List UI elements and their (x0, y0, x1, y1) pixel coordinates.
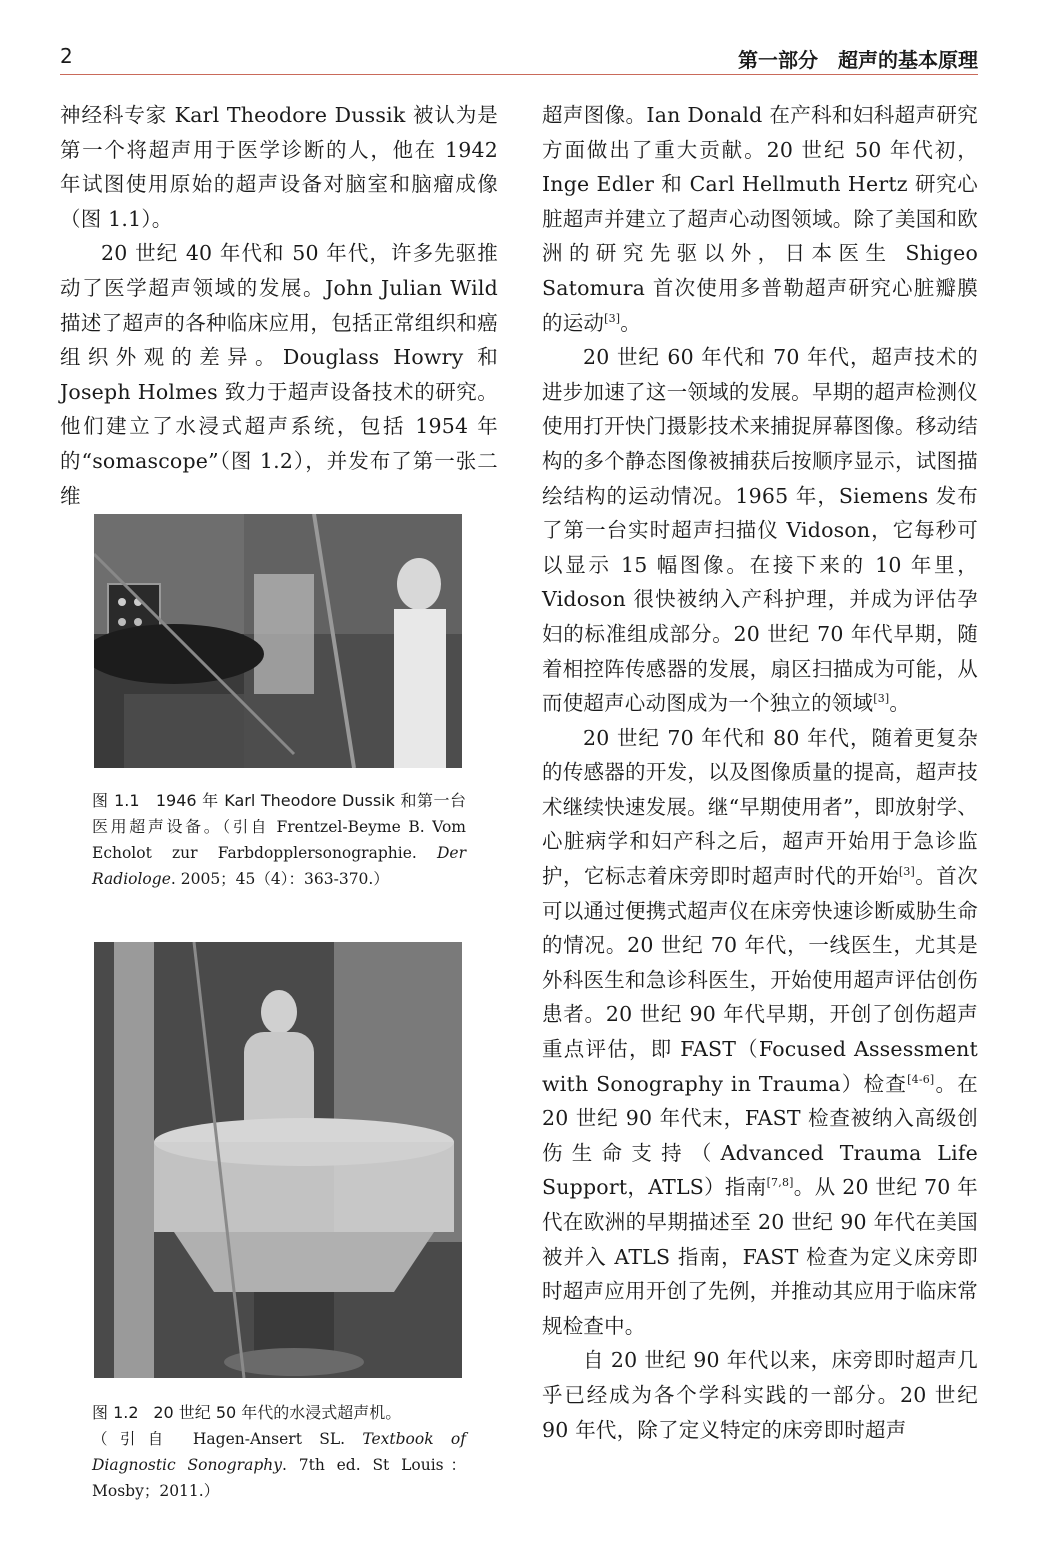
figure-2-photo (94, 942, 462, 1378)
reference-marker: [3] (604, 311, 621, 325)
paragraph-text: “somascope”（图 1.2），并发布了第一张二维 (60, 448, 498, 508)
caption-text: 20 世纪 50 年代的水浸式超声机。 (153, 1403, 402, 1422)
left-column (60, 98, 498, 513)
paragraph (542, 721, 978, 1344)
paragraph (60, 236, 498, 513)
journal-title: Der Radiologe (92, 844, 466, 888)
reference-marker: [3] (898, 865, 916, 879)
caption-text: 1946 年 Karl Theodore Dussik 和第一台医用超声设备。 (92, 791, 466, 836)
right-column (542, 98, 978, 1447)
paragraph-text: 。 (620, 310, 641, 335)
page-number: 2 (60, 44, 73, 68)
figure-2-caption (92, 1400, 466, 1504)
caption-citation: . 2005；45（4）：363-370.） (170, 870, 389, 888)
paragraph-text: 20 世纪 60 年代和 70 年代，超声技术的进步加速了这一领域的发展。早期的超声检测仪使用打开快门摄影技术来捕捉屏幕图像。移动结构的多个静态图像被捕获后按顺序显示，试图描绘结构的运动情况。1965 年，Siemens 发布了第一台实时超声扫描仪 Vidoson，它每秒可以显示 15 幅图像。在接下来的 10 年里，Vidoson 很快被纳入产科护理，并成为评估孕妇的标准组成部分。20 世纪 70 年代早期，随着相控阵传感器的发展，扇区扫描成为可能，从而使超声心动图成为一个独立的领域 (542, 345, 978, 716)
figure-label: 图 1.1 (92, 791, 140, 810)
running-title: 第一部分 超声的基本原理 (738, 48, 978, 72)
paragraph-text: 20 世纪 70 年代和 80 年代，随着更复杂的传感器的开发，以及图像质量的提高，超声技术继续快速发展。继“早期使用者”，即放射学、心脏病学和妇产科之后，超声开始用于急诊监护，它标志着床旁即时超声时代的开始 (542, 725, 978, 889)
reference-marker: [7,8] (766, 1176, 794, 1190)
paragraph (542, 340, 978, 721)
paragraph-text: 。首次可以通过便携式超声仪在床旁快速诊断威胁生命的情况。20 世纪 70 年代，一线医生，尤其是外科医生和急诊科医生，开始使用超声评估创伤患者。20 世纪 90 年代早期，开创了创伤超声重点评估，即 FAST（Focused Assessment with Sonography in Trauma）检查 (542, 864, 978, 1096)
figure-1-caption (92, 788, 466, 892)
paragraph-text: 。从 20 世纪 70 年代在欧洲的早期描述至 20 世纪 90 年代在美国被并入 ATLS 指南，FAST 检查为定义床旁即时超声应用开创了先例，并推动其应用于临床常规检查中。 (542, 1175, 978, 1338)
caption-citation: . 7th ed. St Louis：Mosby；2011.） (92, 1456, 466, 1500)
paragraph-text: 超声图像。Ian Donald 在产科和妇科超声研究方面做出了重大贡献。20 世纪 50 年代初，Inge Edler 和 Carl Hellmuth Hertz 研究心脏超声并建立了超声心动图领域。除了美国和欧洲的研究先驱以外，日本医生 Shigeo Satomura 首次使用多普勒超声研究心脏瓣膜的运动 (542, 103, 978, 335)
running-header (60, 40, 978, 75)
somascope-photo-illustration (94, 942, 462, 1378)
paragraph: 自 20 世纪 90 年代以来，床旁即时超声几乎已经成为各个学科实践的一部分。20 世纪 90 年代，除了定义特定的床旁即时超声 (542, 1348, 978, 1442)
book-title: Textbook of Diagnostic Sonography (92, 1430, 466, 1474)
figure-1-photo (94, 514, 462, 768)
paragraph: 神经科专家 Karl Theodore Dussik 被认为是第一个将超声用于医学诊断的人，他在 1942 年试图使用原始的超声设备对脑室和脑瘤成像（图 1.1）。 (60, 103, 498, 231)
caption-citation: （引自 Hagen-Ansert SL. (92, 1430, 363, 1448)
reference-marker: [4-6] (907, 1072, 935, 1086)
paragraph-text: 20 世纪 40 年代和 50 年代，许多先驱推动了医学超声领域的发展。John Julian Wild 描述了超声的各种临床应用，包括正常组织和癌组织外观的差异。Douglass Howry 和 Joseph Holmes 致力于超声设备技术的研究。他们建立了水浸式超声系统，包括 1954 年的 (60, 241, 498, 473)
figure-label: 图 1.2 (92, 1403, 139, 1422)
paragraph-text: 。在 20 世纪 90 年代末，FAST 检查被纳入高级创伤生命支持（Advanced Trauma Life Support，ATLS）指南 (542, 1071, 978, 1200)
paragraph-text: 。 (889, 691, 911, 716)
reference-marker: [3] (873, 692, 890, 706)
paragraph (542, 98, 978, 340)
dussik-photo-illustration (94, 514, 462, 768)
caption-citation: （引自 Frentzel-Beyme B. Vom Echolot zur Farbdopplersonographie. (92, 818, 466, 862)
